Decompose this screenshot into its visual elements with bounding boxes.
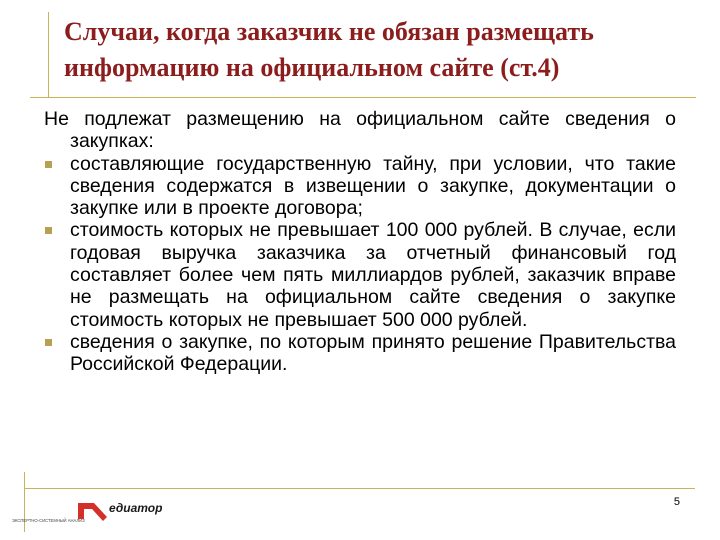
intro-paragraph: Не подлежат размещению на официальном сайте сведения о закупках:	[44, 108, 676, 153]
square-bullet-icon	[45, 227, 52, 234]
page-number: 5	[673, 496, 680, 508]
slide-title	[64, 14, 704, 86]
title-accent-horizontal-line	[30, 97, 696, 98]
square-bullet-icon	[45, 339, 52, 346]
slide-body	[44, 108, 676, 376]
bullet-item	[44, 219, 676, 330]
bullet-text: составляющие государственную тайну, при условии, что такие сведения содержатся в извещении о закупке, документации о закупке или в проекте договора;	[70, 152, 676, 220]
logo-tagline: ЭКСПЕРТНО-СИСТЕМНЫЙ АНАЛИЗ	[12, 518, 85, 523]
bullet-list	[44, 153, 676, 376]
logo-stroke-icon	[78, 503, 84, 519]
slide-title-line-2: информацию на официальном сайте (ст.4)	[64, 53, 560, 82]
bullet-text: сведения о закупке, по которым принято решение Правительства Российской Федерации.	[70, 330, 676, 376]
footer-accent-horizontal-line	[24, 488, 695, 489]
bullet-item	[44, 153, 676, 220]
bullet-text: стоимость которых не превышает 100 000 рублей. В случае, если годовая выручка заказчика за отчетный финансовый год составляет более чем пять миллиардов рублей, заказчик вправе не размещать на официальном сайте сведения о закупке стоимость которых не превышает 500 000 рублей.	[70, 219, 676, 331]
logo-name: едиатор	[109, 501, 163, 515]
square-bullet-icon	[45, 161, 52, 168]
slide-title-line-1: Случаи, когда заказчик не обязан размещать	[64, 17, 594, 46]
title-accent-vertical-line	[48, 12, 49, 98]
bullet-item	[44, 331, 676, 376]
mediator-logo	[10, 494, 180, 528]
